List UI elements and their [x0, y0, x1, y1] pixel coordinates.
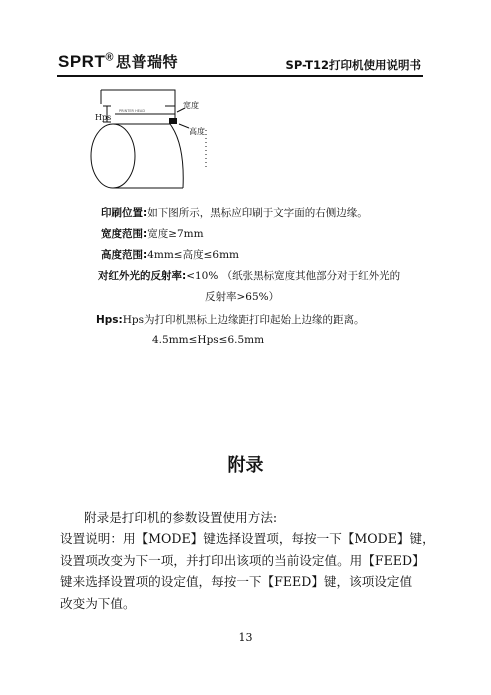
header-logo — [58, 51, 178, 72]
appendix-title: 附录 — [227, 455, 264, 476]
spec-value: 如下图所示，黑标应印刷于文字面的右侧边缘。 — [147, 207, 368, 219]
header-rule — [57, 75, 423, 77]
paper-text: PRINTER HEAD — [119, 109, 146, 113]
roll-end-ellipse — [91, 124, 135, 188]
spec-label: 印刷位置: — [101, 207, 148, 219]
spec-height-range — [101, 248, 239, 262]
spec-value: Hps为打印机黑标上边缘距打印起始上边缘的距离。 — [122, 314, 365, 326]
spec-ir-reflectance — [98, 269, 400, 283]
height-label: 高度 — [189, 127, 205, 136]
spec-label: 对红外光的反射率: — [98, 270, 187, 282]
appendix-line-3: 键来选择设置项的设定值，每按一下【FEED】键，该项设定值 — [60, 574, 413, 589]
spec-hps — [96, 313, 365, 327]
spec-value: 4mm≤高度≤6mm — [147, 249, 239, 261]
black-mark — [169, 118, 177, 124]
registered-mark: ® — [105, 51, 114, 64]
spec-print-position — [101, 206, 368, 220]
width-label: 宽度 — [183, 101, 199, 110]
spec-value: 宽度≥7mm — [147, 228, 204, 240]
page-number: 13 — [238, 631, 253, 644]
spec-hps-range: 4.5mm≤Hps≤6.5mm — [152, 334, 265, 346]
paper-roll-diagram — [85, 84, 225, 194]
paper-sheet-outline — [101, 90, 175, 122]
appendix-line-2: 设置项改变为下一项，并打印出该项的当前设定值。用【FEED】 — [60, 553, 425, 568]
spec-width-range — [101, 227, 204, 241]
paper-curve — [170, 124, 183, 188]
spec-label: 高度范围: — [101, 249, 148, 261]
logo-text: SPRT — [58, 52, 106, 71]
spec-label: Hps: — [96, 314, 123, 326]
appendix-line-1: 设置说明：用【MODE】键选择设置项，每按一下【MODE】键， — [60, 531, 435, 546]
spec-ir-reflectance-cont: 反射率>65%） — [205, 291, 280, 303]
document-title: SP-T12打印机使用说明书 — [285, 58, 421, 72]
appendix-intro: 附录是打印机的参数设置使用方法: — [84, 510, 278, 525]
appendix-line-4: 改变为下值。 — [60, 596, 136, 611]
brand-name-cn: 思普瑞特 — [115, 53, 178, 71]
hps-label: Hps — [95, 113, 112, 122]
spec-label: 宽度范围: — [101, 228, 148, 240]
spec-value: <10% （纸张黑标宽度其他部分对于红外光的 — [186, 270, 401, 282]
